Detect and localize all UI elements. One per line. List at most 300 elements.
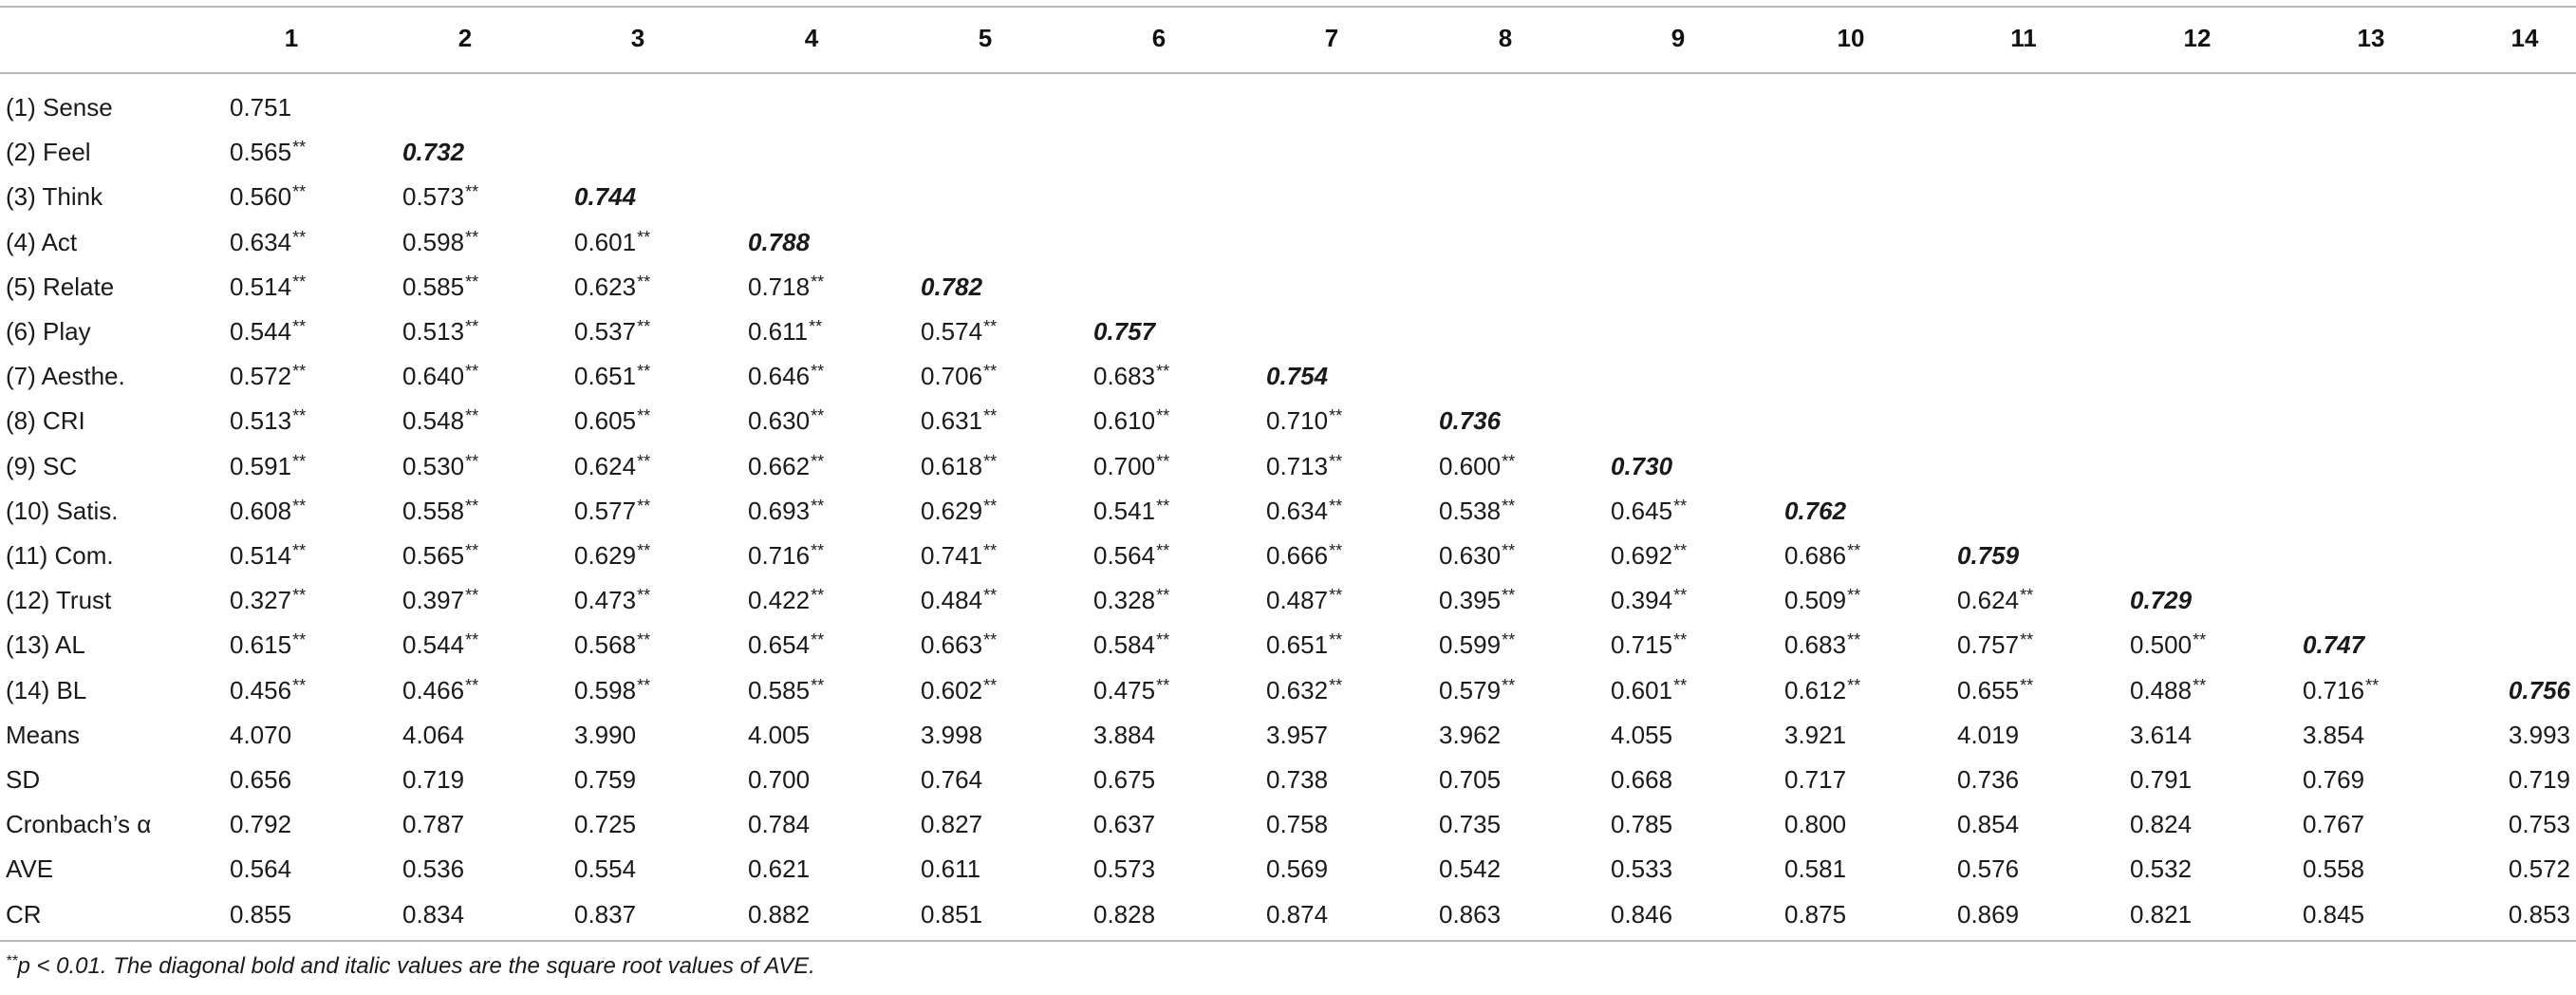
cell-value: 0.767: [2303, 810, 2365, 839]
table-cell: [748, 265, 824, 310]
significance-marker: **: [2020, 586, 2034, 606]
cell-value: 0.853: [2508, 899, 2570, 929]
cell-value: 0.514: [230, 272, 292, 301]
significance-marker: **: [1156, 541, 1170, 560]
significance-marker: **: [465, 317, 479, 336]
cell-value: 0.719: [2508, 765, 2570, 794]
cell-value: 0.537: [574, 317, 637, 346]
cell-value: 0.605: [574, 406, 637, 436]
table-cell: [402, 623, 478, 667]
table-cell: [1611, 534, 1687, 578]
cell-value: 4.070: [230, 720, 292, 749]
table-cell: [1784, 578, 1860, 623]
diagonal-cell: [1093, 310, 1155, 354]
cell-value: 0.792: [230, 810, 292, 839]
cell-value: 4.064: [402, 720, 465, 749]
significance-marker: **: [292, 496, 307, 516]
table-cell: [1093, 892, 1155, 937]
significance-marker: **: [1502, 541, 1516, 560]
table-cell: [1957, 623, 2033, 667]
cell-value: 0.730: [1611, 451, 1673, 480]
table-cell: [402, 668, 478, 713]
column-header-12: 12: [2183, 24, 2212, 52]
cell-value: 0.718: [748, 272, 811, 301]
table-cell: [574, 310, 650, 354]
table-cell: [921, 623, 997, 667]
cell-value: 0.579: [1439, 675, 1502, 704]
significance-marker: **: [292, 451, 307, 471]
table-cell: [1266, 399, 1342, 443]
table-row: [0, 623, 2576, 667]
cell-value: 0.762: [1784, 496, 1847, 525]
table-cell: [1784, 623, 1860, 667]
cell-value: 0.513: [402, 317, 465, 346]
table-cell: [748, 354, 824, 399]
cell-value: 0.715: [1611, 630, 1673, 660]
cell-value: 0.630: [1439, 541, 1502, 570]
cell-value: 4.019: [1957, 720, 2020, 749]
cell-value: 0.598: [574, 675, 637, 704]
row-label: (7) Aesthe.: [6, 362, 125, 391]
table-row: [0, 802, 2576, 847]
table-cell: [1784, 758, 1846, 802]
cell-value: 0.729: [2130, 586, 2193, 615]
cell-value: 0.769: [2303, 765, 2365, 794]
table-cell: [230, 578, 306, 623]
table-row: [0, 713, 2576, 758]
cell-value: 0.466: [402, 675, 465, 704]
cell-value: 0.791: [2130, 765, 2193, 794]
significance-marker: **: [811, 541, 825, 560]
table-row: [0, 220, 2576, 265]
table-cell: [2509, 802, 2570, 847]
table-cell: [574, 354, 650, 399]
cell-value: 0.759: [1957, 541, 2020, 570]
table-cell: [1439, 758, 1501, 802]
table-cell: [1093, 713, 1155, 758]
table-cell: [1611, 623, 1687, 667]
cell-value: 0.686: [1784, 541, 1847, 570]
cell-value: 0.759: [574, 765, 637, 794]
table-cell: [2509, 847, 2570, 892]
cell-value: 0.533: [1611, 854, 1673, 884]
table-cell: [2130, 847, 2192, 892]
significance-marker: **: [465, 362, 479, 382]
table-cell: [574, 534, 650, 578]
table-cell: [1784, 668, 1860, 713]
table-cell: [748, 802, 810, 847]
cell-value: 0.666: [1266, 541, 1329, 570]
table-cell: [230, 310, 306, 354]
table-cell: [1957, 578, 2033, 623]
cell-value: 0.572: [230, 362, 292, 391]
table-cell: [1439, 668, 1515, 713]
diagonal-cell: [1611, 444, 1672, 489]
table-cell: [574, 668, 650, 713]
significance-marker: **: [1673, 496, 1688, 516]
diagonal-cell: [1957, 534, 2019, 578]
table-cell: [1611, 758, 1672, 802]
significance-marker: **: [1329, 630, 1343, 650]
table-cell: [1784, 892, 1846, 937]
table-cell: [1784, 802, 1846, 847]
table-cell: [574, 220, 650, 265]
cell-value: 0.630: [748, 406, 811, 436]
significance-marker: **: [1329, 675, 1343, 695]
cell-value: 0.634: [1266, 496, 1329, 525]
table-cell: [1266, 713, 1328, 758]
table-cell: [1439, 578, 1515, 623]
table-cell: [402, 444, 478, 489]
table-cell: [574, 847, 636, 892]
cell-value: 0.530: [402, 451, 465, 480]
significance-marker: **: [292, 541, 307, 560]
table-cell: [1957, 892, 2019, 937]
table-cell: [402, 265, 478, 310]
significance-marker: **: [983, 362, 998, 382]
cell-value: 0.598: [402, 227, 465, 256]
table-cell: [1784, 713, 1846, 758]
table-cell: [402, 310, 478, 354]
cell-value: 0.610: [1093, 406, 1156, 436]
table-cell: [402, 802, 464, 847]
table-cell: [402, 847, 464, 892]
table-row: [0, 892, 2576, 937]
table-cell: [2303, 713, 2364, 758]
significance-marker: **: [465, 451, 479, 471]
table-row: [0, 175, 2576, 219]
cell-value: 0.631: [921, 406, 983, 436]
cell-value: 0.572: [2508, 854, 2570, 884]
cell-value: 0.584: [1093, 630, 1156, 660]
row-label: (1) Sense: [6, 93, 113, 122]
cell-value: 0.484: [921, 586, 983, 615]
cell-value: 0.544: [230, 317, 292, 346]
table-cell: [2130, 713, 2192, 758]
significance-marker: **: [292, 182, 307, 202]
table-cell: [402, 758, 464, 802]
column-header-1: 1: [284, 24, 299, 52]
cell-value: 3.957: [1266, 720, 1329, 749]
row-label: (8) CRI: [6, 406, 85, 436]
cell-value: 0.611: [748, 317, 809, 346]
table-cell: [230, 758, 291, 802]
cell-value: 0.536: [402, 854, 465, 884]
table-cell: [230, 802, 291, 847]
table-cell: [748, 310, 822, 354]
cell-value: 0.654: [748, 630, 811, 660]
table-cell: [574, 444, 650, 489]
cell-value: 0.591: [230, 451, 292, 480]
table-cell: [1093, 444, 1169, 489]
column-header-7: 7: [1324, 24, 1339, 52]
significance-marker: **: [637, 541, 651, 560]
cell-value: 0.700: [1093, 451, 1156, 480]
table-cell: [1957, 802, 2019, 847]
cell-value: 0.869: [1957, 899, 2020, 929]
diagonal-cell: [921, 265, 982, 310]
significance-marker: **: [1502, 451, 1516, 471]
bottom-rule: [0, 940, 2576, 942]
table-cell: [1439, 892, 1501, 937]
cell-value: 0.611: [921, 854, 981, 884]
cell-value: 0.663: [921, 630, 983, 660]
significance-marker: **: [983, 541, 998, 560]
table-cell: [1439, 489, 1515, 534]
table-cell: [1439, 534, 1515, 578]
cell-value: 0.328: [1093, 586, 1156, 615]
row-label: CR: [6, 899, 42, 929]
cell-value: 0.573: [402, 182, 465, 212]
table-row: [0, 85, 2576, 130]
cell-value: 0.568: [574, 630, 637, 660]
cell-value: 0.422: [748, 586, 811, 615]
cell-value: 0.713: [1266, 451, 1329, 480]
significance-marker: **: [983, 406, 998, 426]
cell-value: 3.962: [1439, 720, 1502, 749]
significance-marker: **: [292, 362, 307, 382]
cell-value: 0.394: [1611, 586, 1673, 615]
row-label: (14) BL: [6, 675, 87, 704]
table-cell: [574, 713, 636, 758]
table-cell: [1093, 668, 1169, 713]
cell-value: 0.585: [402, 272, 465, 301]
cell-value: 0.693: [748, 496, 811, 525]
cell-value: 3.990: [574, 720, 637, 749]
table-cell: [402, 578, 478, 623]
significance-marker: **: [1502, 630, 1516, 650]
column-header-2: 2: [457, 24, 473, 52]
table-cell: [1266, 534, 1342, 578]
significance-marker: **: [1673, 586, 1688, 606]
table-cell: [1093, 623, 1169, 667]
cell-value: 0.624: [574, 451, 637, 480]
table-cell: [748, 668, 824, 713]
significance-marker: **: [465, 227, 479, 247]
significance-marker: **: [1156, 362, 1170, 382]
significance-marker: **: [1329, 451, 1343, 471]
significance-marker: **: [1329, 496, 1343, 516]
cell-value: 0.788: [748, 227, 811, 256]
significance-marker: **: [983, 586, 998, 606]
table-row: [0, 265, 2576, 310]
significance-marker: **: [292, 317, 307, 336]
cell-value: 0.732: [402, 138, 465, 167]
table-cell: [748, 534, 824, 578]
cell-value: 4.055: [1611, 720, 1673, 749]
cell-value: 0.612: [1784, 675, 1847, 704]
cell-value: 0.542: [1439, 854, 1502, 884]
significance-marker: **: [637, 362, 651, 382]
row-label: (5) Relate: [6, 272, 115, 301]
column-header-6: 6: [1151, 24, 1167, 52]
significance-marker: **: [1673, 675, 1688, 695]
significance-marker: **: [637, 451, 651, 471]
table-row: [0, 310, 2576, 354]
table-cell: [1611, 668, 1687, 713]
table-cell: [230, 220, 306, 265]
cell-value: 3.998: [921, 720, 983, 749]
significance-marker: **: [1156, 451, 1170, 471]
table-cell: [230, 175, 306, 219]
cell-value: 0.585: [748, 675, 811, 704]
table-cell: [2509, 758, 2570, 802]
cell-value: 0.395: [1439, 586, 1502, 615]
table-cell: [1266, 847, 1328, 892]
cell-value: 0.651: [574, 362, 637, 391]
cell-value: 0.488: [2130, 675, 2193, 704]
cell-value: 0.845: [2303, 899, 2365, 929]
significance-marker: **: [1847, 675, 1861, 695]
row-label: (9) SC: [6, 451, 78, 480]
cell-value: 0.541: [1093, 496, 1156, 525]
table-cell: [921, 399, 997, 443]
significance-marker: **: [1847, 630, 1861, 650]
significance-marker: **: [2020, 675, 2034, 695]
footnote-text: p < 0.01. The diagonal bold and italic values are the square root values of AVE.: [17, 953, 815, 979]
cell-value: 0.532: [2130, 854, 2193, 884]
table-cell: [748, 578, 824, 623]
table-cell: [1093, 354, 1169, 399]
significance-marker: **: [465, 675, 479, 695]
cell-value: 0.738: [1266, 765, 1329, 794]
cell-value: 0.602: [921, 675, 983, 704]
diagonal-cell: [402, 130, 464, 175]
cell-value: 0.710: [1266, 406, 1329, 436]
significance-marker: **: [1156, 496, 1170, 516]
cell-value: 0.662: [748, 451, 811, 480]
significance-marker: **: [637, 586, 651, 606]
cell-value: 0.576: [1957, 854, 2020, 884]
table-cell: [230, 713, 291, 758]
significance-marker: **: [637, 272, 651, 291]
cell-value: 0.675: [1093, 765, 1156, 794]
table-cell: [402, 534, 478, 578]
cell-value: 0.564: [1093, 541, 1156, 570]
table-row: [0, 534, 2576, 578]
cell-value: 0.456: [230, 675, 292, 704]
table-cell: [1611, 489, 1687, 534]
cell-value: 0.719: [402, 765, 465, 794]
table-cell: [402, 489, 478, 534]
table-cell: [2130, 802, 2192, 847]
table-cell: [1266, 489, 1342, 534]
cell-value: 0.601: [1611, 675, 1673, 704]
significance-marker: **: [292, 630, 307, 650]
significance-marker: **: [1329, 586, 1343, 606]
significance-marker: **: [1673, 630, 1688, 650]
table-row: [0, 668, 2576, 713]
row-label: (6) Play: [6, 317, 91, 346]
table-cell: [1611, 578, 1687, 623]
cell-value: 3.921: [1784, 720, 1847, 749]
table-cell: [1093, 489, 1169, 534]
cell-value: 0.651: [1266, 630, 1329, 660]
cell-value: 0.623: [574, 272, 637, 301]
top-rule: [0, 6, 2576, 8]
table-cell: [402, 399, 478, 443]
cell-value: 0.754: [1266, 362, 1329, 391]
cell-value: 0.716: [748, 541, 811, 570]
table-cell: [1611, 892, 1672, 937]
row-label: (2) Feel: [6, 138, 91, 167]
cell-value: 0.800: [1784, 810, 1847, 839]
cell-value: 0.565: [402, 541, 465, 570]
column-header-14: 14: [2511, 24, 2539, 52]
significance-marker: **: [637, 406, 651, 426]
cell-value: 0.692: [1611, 541, 1673, 570]
diagonal-cell: [1266, 354, 1328, 399]
cell-value: 0.624: [1957, 586, 2020, 615]
table-cell: [230, 399, 306, 443]
cell-value: 0.787: [402, 810, 465, 839]
table-cell: [748, 444, 824, 489]
cell-value: 0.821: [2130, 899, 2193, 929]
cell-value: 3.614: [2130, 720, 2193, 749]
significance-marker: **: [1502, 496, 1516, 516]
cell-value: 0.327: [230, 586, 292, 615]
table-cell: [230, 130, 306, 175]
significance-marker: **: [983, 451, 998, 471]
table-row: [0, 399, 2576, 443]
table-cell: [921, 892, 982, 937]
table-cell: [1784, 847, 1846, 892]
significance-marker: **: [809, 317, 823, 336]
cell-value: 0.874: [1266, 899, 1329, 929]
cell-value: 0.634: [230, 227, 292, 256]
significance-marker: **: [811, 272, 825, 291]
table-cell: [402, 175, 478, 219]
cell-value: 0.855: [230, 899, 292, 929]
column-header-4: 4: [804, 24, 819, 52]
cell-value: 0.683: [1093, 362, 1156, 391]
table-cell: [230, 85, 291, 130]
cell-value: 0.782: [921, 272, 983, 301]
significance-marker: **: [811, 362, 825, 382]
cell-value: 0.632: [1266, 675, 1329, 704]
significance-marker: **: [983, 630, 998, 650]
cell-value: 0.717: [1784, 765, 1847, 794]
significance-marker: **: [292, 586, 307, 606]
table-cell: [748, 847, 810, 892]
column-header-13: 13: [2357, 24, 2385, 52]
cell-value: 0.473: [574, 586, 637, 615]
cell-value: 0.851: [921, 899, 983, 929]
table-cell: [2303, 847, 2364, 892]
cell-value: 0.747: [2303, 630, 2365, 660]
significance-marker: **: [1156, 586, 1170, 606]
column-header-10: 10: [1837, 24, 1865, 52]
table-cell: [230, 265, 306, 310]
cell-value: 0.700: [748, 765, 811, 794]
significance-marker: **: [1502, 675, 1516, 695]
table-row: [0, 354, 2576, 399]
row-label: (10) Satis.: [6, 496, 119, 525]
table-cell: [1611, 847, 1672, 892]
cell-value: 0.756: [2508, 675, 2570, 704]
table-cell: [230, 847, 291, 892]
table-cell: [1957, 713, 2019, 758]
cell-value: 0.629: [574, 541, 637, 570]
table-cell: [1093, 758, 1155, 802]
table-row: [0, 489, 2576, 534]
cell-value: 0.558: [402, 496, 465, 525]
cell-value: 0.577: [574, 496, 637, 525]
significance-marker: **: [465, 496, 479, 516]
row-label: Means: [6, 720, 81, 749]
footnote-sig-marker: **: [6, 953, 18, 969]
diagonal-cell: [1439, 399, 1501, 443]
